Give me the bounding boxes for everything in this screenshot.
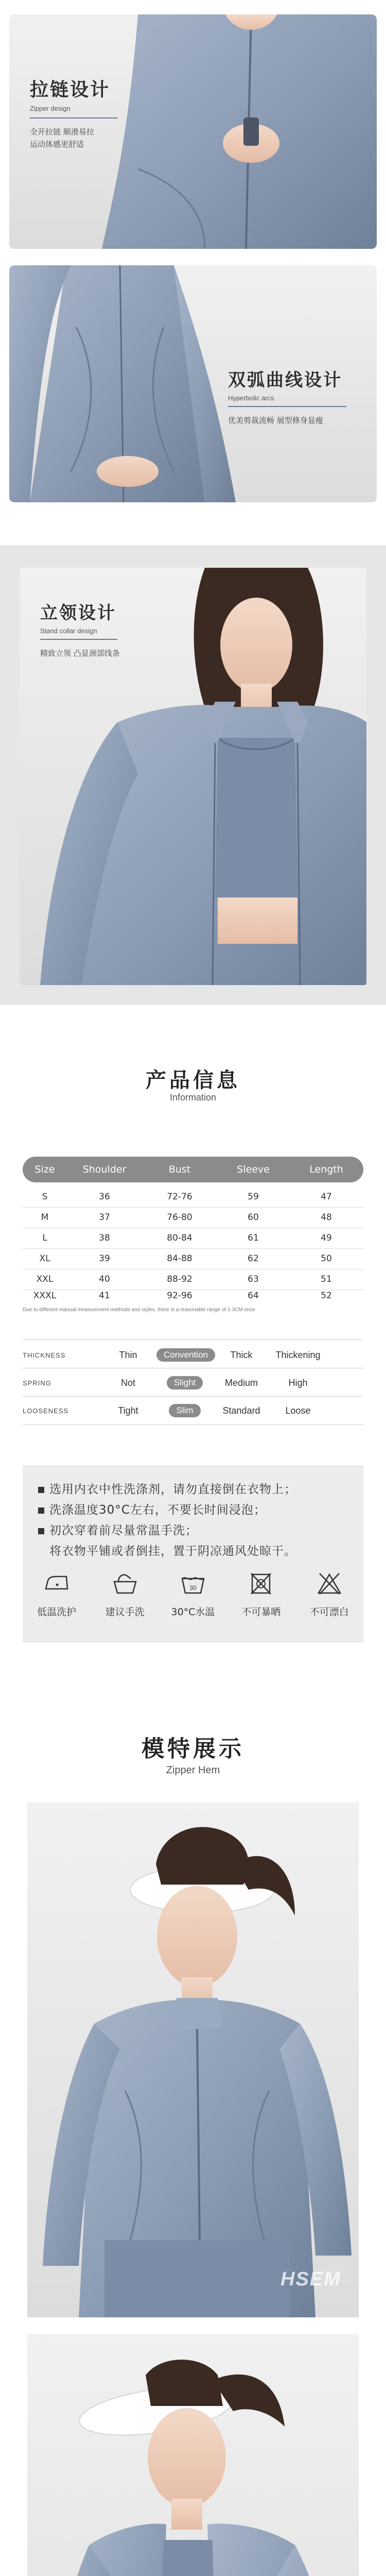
model-show-subtitle: Zipper Hem [166,1765,220,1776]
zipper-caption-bar [30,117,117,118]
hyperbolic-subtitle: Hyperbolic arcs [228,394,274,402]
zipper-desc-1: 全开拉链 顺滑易拉 [30,127,94,137]
table-cell: 48 [321,1212,332,1223]
zipper-subtitle: Zipper design [30,105,71,112]
table-cell: 84-88 [167,1253,192,1264]
no-tumble-dry-icon [315,1571,343,1596]
table-cell: S [42,1192,48,1202]
care-label: 低温洗护 [37,1606,77,1618]
attribute-row-looseness [23,1400,363,1421]
zipper-design-panel [9,14,377,249]
table-cell: XL [39,1253,50,1264]
zipper-desc-2: 运动体感更舒适 [30,140,84,149]
svg-text:30: 30 [189,1584,197,1591]
model-photo-1 [27,1802,359,2317]
header-shoulder: Shoulder [82,1164,127,1175]
care-line: 洗涤温度30°C左右，不要长时间浸泡； [38,1500,266,1517]
collar-design-panel [20,568,366,985]
table-row [23,1285,363,1306]
attribute-option: Thick [230,1349,253,1360]
model-open-jacket-photo [27,2334,359,2576]
table-cell: 64 [248,1291,259,1301]
wash-30-icon [179,1571,207,1596]
table-cell: 47 [321,1192,332,1202]
table-cell: 59 [248,1192,259,1202]
care-icons-row [23,1571,363,1618]
attribute-option: Thin [119,1349,137,1360]
table-cell: 38 [99,1233,110,1243]
care-item [94,1571,156,1618]
care-item [162,1571,224,1618]
care-item [230,1571,292,1618]
hyperbolic-title: 双弧曲线设计 [228,370,342,391]
table-cell: L [42,1233,47,1243]
attribute-option: Tight [118,1405,138,1416]
table-cell: 36 [99,1192,110,1202]
care-item [26,1571,87,1618]
header-bust: Bust [168,1164,191,1175]
care-item [299,1571,360,1618]
table-cell: 41 [99,1291,110,1301]
table-cell: 63 [248,1274,259,1284]
table-cell: 88-92 [167,1274,192,1284]
attribute-row-thickness [23,1345,363,1365]
table-cell: XXL [36,1274,54,1284]
iron-low-icon [43,1571,71,1596]
care-line: 将衣物平铺或者倒挂，置于阴凉通风处晾干。 [49,1545,296,1558]
product-info-title: 产品信息 [146,1069,240,1092]
hyperbolic-caption-bar [228,406,346,407]
hyperbolic-design-panel [9,265,377,502]
collar-caption-bar [40,639,117,640]
attribute-label: THICKNESS [23,1351,66,1359]
model-show-title: 模特展示 [142,1736,244,1762]
table-cell: M [41,1212,49,1223]
header-size: Size [34,1164,55,1175]
attribute-option: Not [120,1377,135,1388]
model-photo-2 [27,2334,359,2576]
table-row [23,1187,363,1207]
zipper-title: 拉链设计 [30,79,111,100]
attribute-option: Loose [285,1405,311,1416]
table-row [23,1228,363,1248]
attribute-label: SPRING [23,1379,51,1387]
table-row [23,1207,363,1228]
table-cell: 37 [99,1212,110,1223]
table-cell: 76-80 [167,1212,192,1223]
table-cell: 72-76 [167,1192,192,1202]
table-cell: 49 [321,1233,332,1243]
table-cell: 62 [248,1253,259,1264]
model-front-photo [27,1802,359,2317]
header-sleeve: Sleeve [237,1164,270,1175]
table-cell: 40 [99,1274,110,1284]
table-cell: 51 [321,1274,332,1284]
table-row [23,1248,363,1269]
watermark: HSEM [280,2268,341,2290]
care-label: 30°C水温 [171,1606,215,1618]
attribute-option: High [288,1377,308,1388]
table-cell: 61 [248,1233,259,1243]
product-info-subtitle: Information [169,1092,217,1103]
attribute-label: LOOSENESS [23,1406,69,1415]
collar-title: 立领设计 [40,603,116,623]
size-table-note: Due to different manual measurement methods and styles, there is a reasonable range of 1-3CM error [23,1307,255,1313]
table-cell: 39 [99,1253,110,1264]
attribute-option-selected: Slim [156,1404,213,1417]
size-table-header [23,1157,363,1182]
table-cell: 80-84 [167,1233,192,1243]
header-length: Length [309,1164,343,1175]
care-line: 初次穿着前尽量常温手洗； [38,1521,198,1538]
care-label: 不可暴晒 [241,1606,281,1618]
attribute-row-spring [23,1372,363,1393]
divider [23,1396,363,1397]
table-cell: 50 [321,1253,332,1264]
table-cell: XXXL [33,1291,57,1301]
care-label: 建议手洗 [105,1606,145,1618]
attribute-option-selected: Convention [156,1348,213,1362]
hyperbolic-desc: 优美剪裁流畅 展型修身显瘦 [228,416,323,425]
table-cell: 60 [248,1212,259,1223]
no-sun-icon [247,1571,275,1596]
care-label: 不可漂白 [309,1606,349,1618]
attribute-option-selected: Slight [156,1376,213,1389]
attribute-option: Medium [224,1377,258,1388]
collar-subtitle: Stand collar design [40,627,97,635]
attribute-option: Thickening [275,1349,321,1360]
table-cell: 52 [321,1291,332,1301]
table-cell: 92-96 [167,1291,192,1301]
hand-wash-icon [111,1571,139,1596]
collar-desc: 精致立领 凸显颈部线条 [40,649,120,658]
attribute-option: Standard [222,1405,260,1416]
care-line: 选用内衣中性洗涤剂，请勿直接倒在衣物上； [38,1480,296,1497]
